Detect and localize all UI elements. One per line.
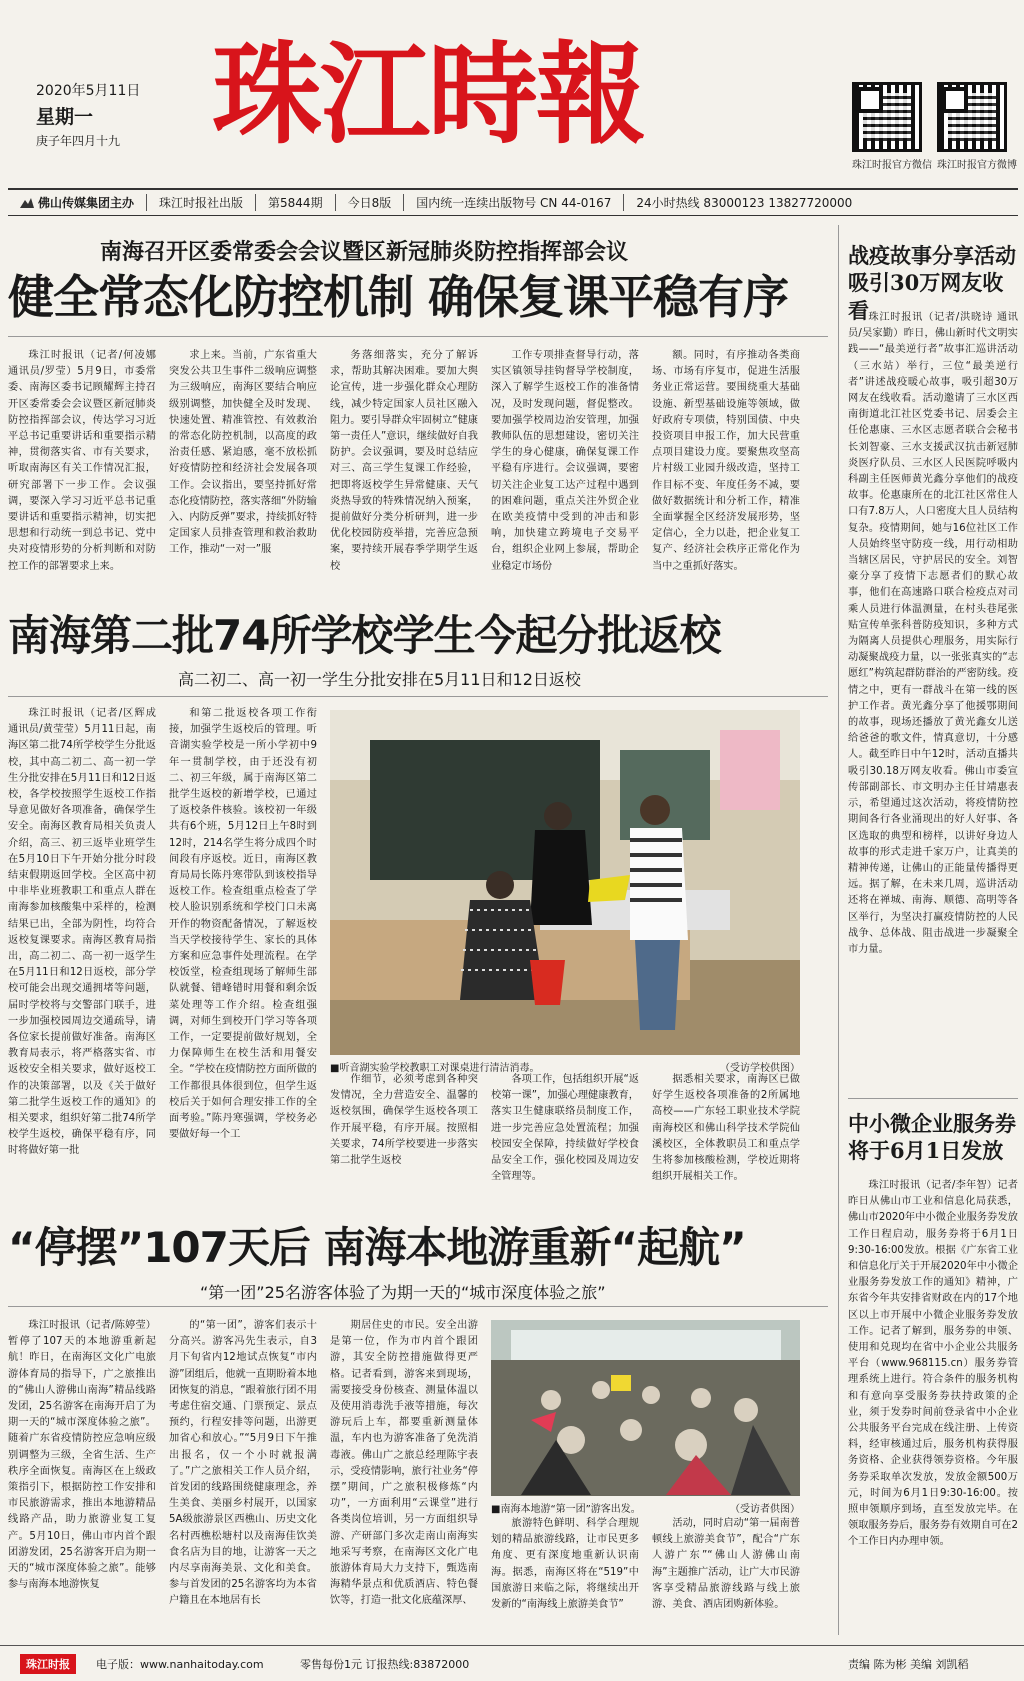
hotline: 24小时热线 83000123 13827720000 bbox=[636, 196, 853, 210]
story2-col5: 据悉相关要求，南海区已做好学生返校各项准备的2所属地高校——广东轻工职业技术学院南海校区和佛山科学技术学院仙溪校区，全体教职员工和重点学生将参加核酸检测，学校近期将组织开展相关工作。 bbox=[652, 1074, 800, 1183]
story3-col2: 的“第一团”，游客们表示十分高兴。游客冯先生表示，自3月下旬省内12地试点恢复“市内游”团组后，他就一直期盼着本地团恢复的消息，“跟着旅行团不用考虑住宿交通、门票预定、景点预约，行程安排等问题，出游更加省心和放心。”“5月9日下午推出报名，仅一个小时就报满了。”广之旅相关工作人员介绍，首发团的线路围绕健康理念，养生美食、美丽乡村展开，以国家5A级旅游景区西樵山、历史文化名村西樵松塘村以及南海佳饮美食名店为目的地，让游客一天之内尽享南海美景、文化和美食。参与首发团的25名游客均为本省户籍且在本地居有长 bbox=[169, 1320, 317, 1607]
cn-number: 国内统一连续出版物号 CN 44-0167 bbox=[404, 194, 624, 211]
sidebar-story1-title[interactable]: 战疫故事分享活动吸引30万网友收看 bbox=[848, 243, 1016, 323]
story3-caption bbox=[491, 1497, 800, 1515]
sidebar-story2-title[interactable]: 中小微企业服务券将于6月1日发放 bbox=[848, 1111, 1016, 1164]
story3-col3: 期居住史的市民。安全出游是第一位，作为市内首个跟团游，其安全防控措施做得更严格。记者看到，游客来到现场，需要接受身份核查、测量体温以及使用消毒洗手液等措施，每次游玩后上车，都要重新测量体温，车内也为游客准备了免洗消毒液。佛山广之旅总经理陈宇表示，受疫情影响，旅行社业务“停摆”期间，广之旅积极修炼“内功”，一方面利用“云课堂”进行各类岗位培训，另一方面组织导游、产研部门多次走南山南海实地采写考察，在南海区文化广电旅游体育局大力支持下，甄选南海精华景点和优质酒店、特色餐饮等，打造一批文化底蕴深厚、 bbox=[330, 1320, 478, 1607]
story1-kicker: 南海召开区委常委会会议暨区新冠肺炎防控指挥部会议 bbox=[100, 240, 629, 265]
story3-photo bbox=[491, 1320, 800, 1496]
story2-headline[interactable]: 南海第二批74所学校学生今起分批返校 bbox=[8, 611, 721, 660]
qr-code-icon bbox=[852, 82, 922, 152]
story3-subhead: “第一团”25名游客体验了为期一天的“城市深度体验之旅” bbox=[200, 1283, 606, 1302]
masthead bbox=[0, 0, 1024, 180]
footer-brand: 珠江时报 bbox=[20, 1654, 76, 1674]
qr-wechat[interactable] bbox=[852, 82, 932, 171]
sidebar-story1-body: 珠江时报讯（记者/洪晓诗 通讯员/吴家勤）昨日，佛山新时代文明实践——“最美逆行者”故事汇巡讲活动（三水站）举行，三位“最美逆行者”讲述战疫暖心故事，吸引超30万网友在线收看。活动邀请了三水区西南街道北江社区党委书记、居委会主任伦惠康、三水区志愿者联合会秘书长刘智豪、三水支援武汉抗击新冠肺炎医疗队员、三水区人民医院呼吸内科副主任医师黄光鑫分享他们的战疫故事。伦惠康所在的北江社区常住人口有7.8万人，人口密度大且人员结构复杂。疫情期间，她与16位社区工作人员始终坚守防疫一线，用行动相助当辖区居民，守护居民的安全。刘智豪分享了疫情下志愿者们的默心故事，他们在高速路口联合检疫点对司乘人员进行体温测量，在村头巷尾张贴宣传单张科普防疫知识，多种方式为隔离人员提供心理服务，用实际行动凝聚战疫力量，以一张张真实的“志愿红”构筑起群防群治的严密防线。疫情之中，更有一群战斗在第一线的医护工作者。黄光鑫分享了他援鄂期间的故事，现场还播放了黄光鑫女儿送给爸爸的歌文件，情真意切，十分感人。截至昨日中午12时，活动直播共吸引30.18万网友收看。佛山市委宣传部副部长、市文明办主任甘靖惠表示，希望通过这次活动，将疫情防控期间各行各业涌现出的好人好事、各区选取的典型和榜样，以讲好身边人故事的形式走进千家万户，让真美的精神传递，让佛山的正能量传播得更远。据了解，在未来几周，巡讲活动还将在禅城、南海、顺德、高明等各区举行，为坚决打赢疫情防控的人民战争、总体战、阻击战进一步凝聚全市力量。 bbox=[848, 312, 1018, 955]
story3-col5: 活动，同时启动“第一届南普顿线上旅游美食节”，配合“广东人游广东”“佛山人游佛山南海”主题推广活动，让广大市民游客享受精品旅游线路与线上旅游、美食、酒店团购新体验。 bbox=[652, 1518, 800, 1611]
story2-col2: 和第二批返校各项工作衔接，加强学生返校后的管理。听音湖实验学校是一所小学初中9年一贯制学校，由于还没有初二、初三年级，属于南海区第二批学生返校的新增学校，已通过了返校条件核验。该校初一年级共有6个班，5月12日上午8时到12时，214名学生将分成四个时间段有序返校。近日，南海区教育局局长陈丹寒带队到该校指导返校工作。检查组重点检查了学校人脸识别系统和学校门口未离开作的物资配备情况，了解返校当天学校接待学生、家长的具体方案和应急事件处理流程。在学校饭堂，检查组现场了解师生部队就餐、错峰错时用餐和剩余饭菜处理等工作介绍。检查组强调，对师生到校开门学习等各项工作，一定要提前做好规划，全力保障师生在校生活和用餐安全。“学校在疫情防控方面所做的工作都很具体很到位，但学生返校后关于如何合理安排工作的全面考验。”陈丹寒强调，学校务必要做好每一个工 bbox=[169, 708, 317, 1141]
divider bbox=[8, 1306, 828, 1307]
story2-photo bbox=[330, 710, 800, 1055]
footer-price: 零售每份1元 订报热线:83872000 bbox=[300, 1658, 470, 1671]
issue-weekday: 星期一 bbox=[36, 106, 94, 128]
classroom-photo-icon bbox=[330, 710, 800, 1055]
qr-wechat-label: 珠江时报官方微信 bbox=[852, 160, 932, 171]
story2-col1: 珠江时报讯（记者/区辉成 通讯员/黄莹莹）5月11日起，南海区第二批74所学校学生分批返校，其中高二初二、高一初一学生分批安排在5月11日和12日返校，各学校按照学生返校工作指导意见做好各项准备，确保学生安全。南海区教育局相关负责人介绍，高三、初三返毕业班学生在5月10日下午开始分批分时段结束假期返回学校。全区高中初中非毕业班教职工和重点人群在南海参加核酸集中采样的，检测结果已出，全部为阴性，均符合返校复课要求。南海区教育局指出，高二初二、高一初一返学生在5月11日和12日返校，部分学校可能会出现交通拥堵等问题，届时学校将与交警部门联手，进一步加强校园周边交通疏导，请各位家长提前做好准备。南海区教育局表示，将严格落实省、市返校安全相关要求，做好返校工作的决策部署，以及《关于做好第二批学生返校工作的通知》的相关要求，组织好第二批74所学校学生返校，确保平稳有序，同时将做好第一批 bbox=[8, 708, 156, 1157]
story2-col3: 作细节，必须考虑到各种突发情况，全力营造安全、温馨的返校氛围，确保学生返校各项工作开展平稳，有序开展。按照相关要求，74所学校要进一步落实第二批学生返校 bbox=[330, 1074, 478, 1167]
qr-weibo[interactable] bbox=[937, 82, 1017, 171]
info-bar bbox=[8, 188, 1018, 216]
date-block bbox=[36, 80, 140, 149]
story2-caption-text: ■听音湖实验学校教职工对课桌进行清洁消毒。 bbox=[330, 1063, 540, 1074]
story2-photo-credit: （受访学校供图） bbox=[720, 1063, 800, 1074]
issue-number: 第5844期 bbox=[256, 194, 336, 211]
story1-col5: 额。同时，有序推动各类商场、市场有序复市，促进生活服务业正常运营。要围绕重大基础设施、新型基础设施等领域，做好政府专项债，特别国债、中央投资项目申报工作，加大民营重点项目建设力度。要聚焦攻坚高片村级工业园升级改造，坚持工作目标不变、年度任务不减，要做好数据统计和分析工作，精准全面掌握全区经济发展形势，坚定信心，全力以赴，把企业复工复产、经济社会秩序正常化作为当中之重抓好落实。 bbox=[652, 350, 800, 572]
story3-headline[interactable]: “停摆”107天后 南海本地游重新“起航” bbox=[8, 1223, 746, 1272]
publisher: 佛山传媒集团主办 bbox=[8, 194, 147, 211]
story3-photo-credit: （受访者供图） bbox=[730, 1504, 800, 1515]
story1-col3: 务落细落实，充分了解诉求，帮助其解决困难。要加大舆论宣传，进一步强化群众心理防线，减少特定国家人员社区融入阻力。要引导群众牢固树立“健康第一责任人”意识，继续做好自我防护。会议强调，要及时总结应对三、高三学生复课工作经验，把即将返校学生异常健康、天气炎热导致的特殊情况纳入预案，提前做好分类分析研判，进一步优化校园防疫举措，完善应急预案，要持续开展春季学期学生返校 bbox=[330, 350, 478, 572]
tour-bus-photo-icon bbox=[491, 1320, 800, 1496]
newspaper-logo: 珠江時報 bbox=[212, 30, 644, 159]
issue-date: 2020年5月11日 bbox=[36, 83, 141, 99]
qr-code-icon bbox=[937, 82, 1007, 152]
footer-editors: 责编 陈为彬 美编 刘凯稻 bbox=[848, 1658, 969, 1671]
story1-headline[interactable]: 健全常态化防控机制 确保复课平稳有序 bbox=[8, 270, 789, 324]
story3-col4: 旅游特色鲜明、科学合理规划的精品旅游线路，让市民更多角度、更有深度地重新认识南海。据悉，南海区将在“519”中国旅游日来临之际，将继续出开发新的“南海线上旅游美食节” bbox=[491, 1518, 639, 1611]
divider bbox=[848, 1098, 1018, 1099]
story1-col1: 珠江时报讯（记者/何凌娜 通讯员/罗莹）5月9日，市委常委、南海区委书记顾耀辉主持召开区委常委会会议暨区新冠肺炎防控指挥部会议，传达学习习近平总书记重要讲话和重要指示精神，贯彻落实省、市有关要求，听取南海区有关工作情况汇报，研究部署下一步工作。会议强调，要深入学习习近平总书记重要讲话和重要指示精神，切实把思想和行动统一到总书记、党中央对疫情形势的分析判断和对防控工作的部署要求上来。 bbox=[8, 350, 156, 572]
lunar-date: 庚子年四月十九 bbox=[36, 134, 121, 148]
group-logo-icon bbox=[20, 198, 34, 208]
story3-caption-text: ■南海本地游“第一团”游客出发。 bbox=[491, 1504, 641, 1515]
divider bbox=[8, 696, 828, 697]
sidebar-story2-body: 珠江时报讯（记者/李年智）记者昨日从佛山市工业和信息化局获悉，佛山市2020年中小微企业服务券发放工作日程启动，服务券将于6月1日9:30-16:00发放。根据《广东省工业和信息化厅关于开展2020年中小微企业服务券发放工作的通知》精神，广东省今年共安排省财政在内的17个地区以上市开展中小微企业服务券发放工作。记者了解到，服务券的申领、使用和兑现均在省中小企业公共服务平台（www.968115.cn）服务券管理系统上进行。符合条件的服务机构和有意向享受服务券扶持政策的企业，须于发券时间前登录省中小企业公共服务平台完成在线注册、上传资料，经审核通过后，服务机构获得服务资格、企业获得领券资格。今年服务券采取单次发放，发放金额500万元，时间为6月1日9:30-16:00。按照申领顺序到场，直至发放完毕。在领取服务券后，服务券有效期自可在2个工作日内办理申领。 bbox=[848, 1180, 1018, 1548]
footer bbox=[0, 1645, 1024, 1681]
story3-col1: 珠江时报讯（记者/陈婷莹）暂停了107天的本地游重新起航！昨日，在南海区文化广电旅游体育局的指导下，广之旅推出的“佛山人游佛山南海”精品线路发团，25名游客在南海开启了为期一天的“城市深度体验之旅”。随着广东省疫情防控应急响应级别调整为三级，全省生活、生产秩序全面恢复。南海区在上级政策指引下，根据防控工作安排和市民旅游需求，推出本地游精品线路产品，助力旅游业复工复产。5月10日，佛山市内首个跟团游发团，25名游客开启为期一天的“城市深度体验之旅”。能够参与南海本地游恢复 bbox=[8, 1320, 156, 1591]
divider bbox=[8, 336, 828, 337]
qr-weibo-label: 珠江时报官方微博 bbox=[937, 160, 1017, 171]
producer: 珠江时报社出版 bbox=[147, 194, 256, 211]
story1-col2: 求上来。当前，广东省重大突发公共卫生事件二级响应调整为三级响应，南海区要结合响应级别调整，加快健全及时发现、快速处置、精准管控、有效救治的常态化防控机制，以高度的政治责任感、紧迫感，毫不放松抓好疫情防控和经济社会发展各项工作。会议指出，要坚持抓好常态化疫情防控，落实落细“外防输入、内防反弹”要求，持续抓好特定国家人员排查管理和救治救助工作，推动“一对一”服 bbox=[169, 350, 317, 556]
story2-col4: 各项工作，包括组织开展“返校第一课”，加强心理健康教育，落实卫生健康联络员制度工作，进一步完善应急处置流程；加强校园安全保障，持续做好学校食品安全工作，强化校园及周边安全管理等。 bbox=[491, 1074, 639, 1183]
story1-col4: 工作专项排查督导行动，落实区镇领导挂钩督导学校制度，深入了解学生返校工作的准备情况，及时发现问题，督促整改。要加强学校周边治安管理，加强教师队伍的思想建设，密切关注学生的身心健康，确保复课工作平稳有序进行。会议强调，要密切关注企业复工达产过程中遇到的困难问题，重点关注外贸企业在欧美疫情中受到的冲击和影响，加快建立跨境电子交易平台，组织企业网上参展，帮助企业稳定市场份 bbox=[491, 350, 639, 572]
footer-site[interactable]: 电子版：www.nanhaitoday.com bbox=[96, 1658, 264, 1671]
page-count: 今日8版 bbox=[336, 194, 405, 211]
sidebar-divider bbox=[838, 225, 839, 1635]
story2-subhead: 高二初二、高一初一学生分批安排在5月11日和12日返校 bbox=[178, 670, 581, 689]
